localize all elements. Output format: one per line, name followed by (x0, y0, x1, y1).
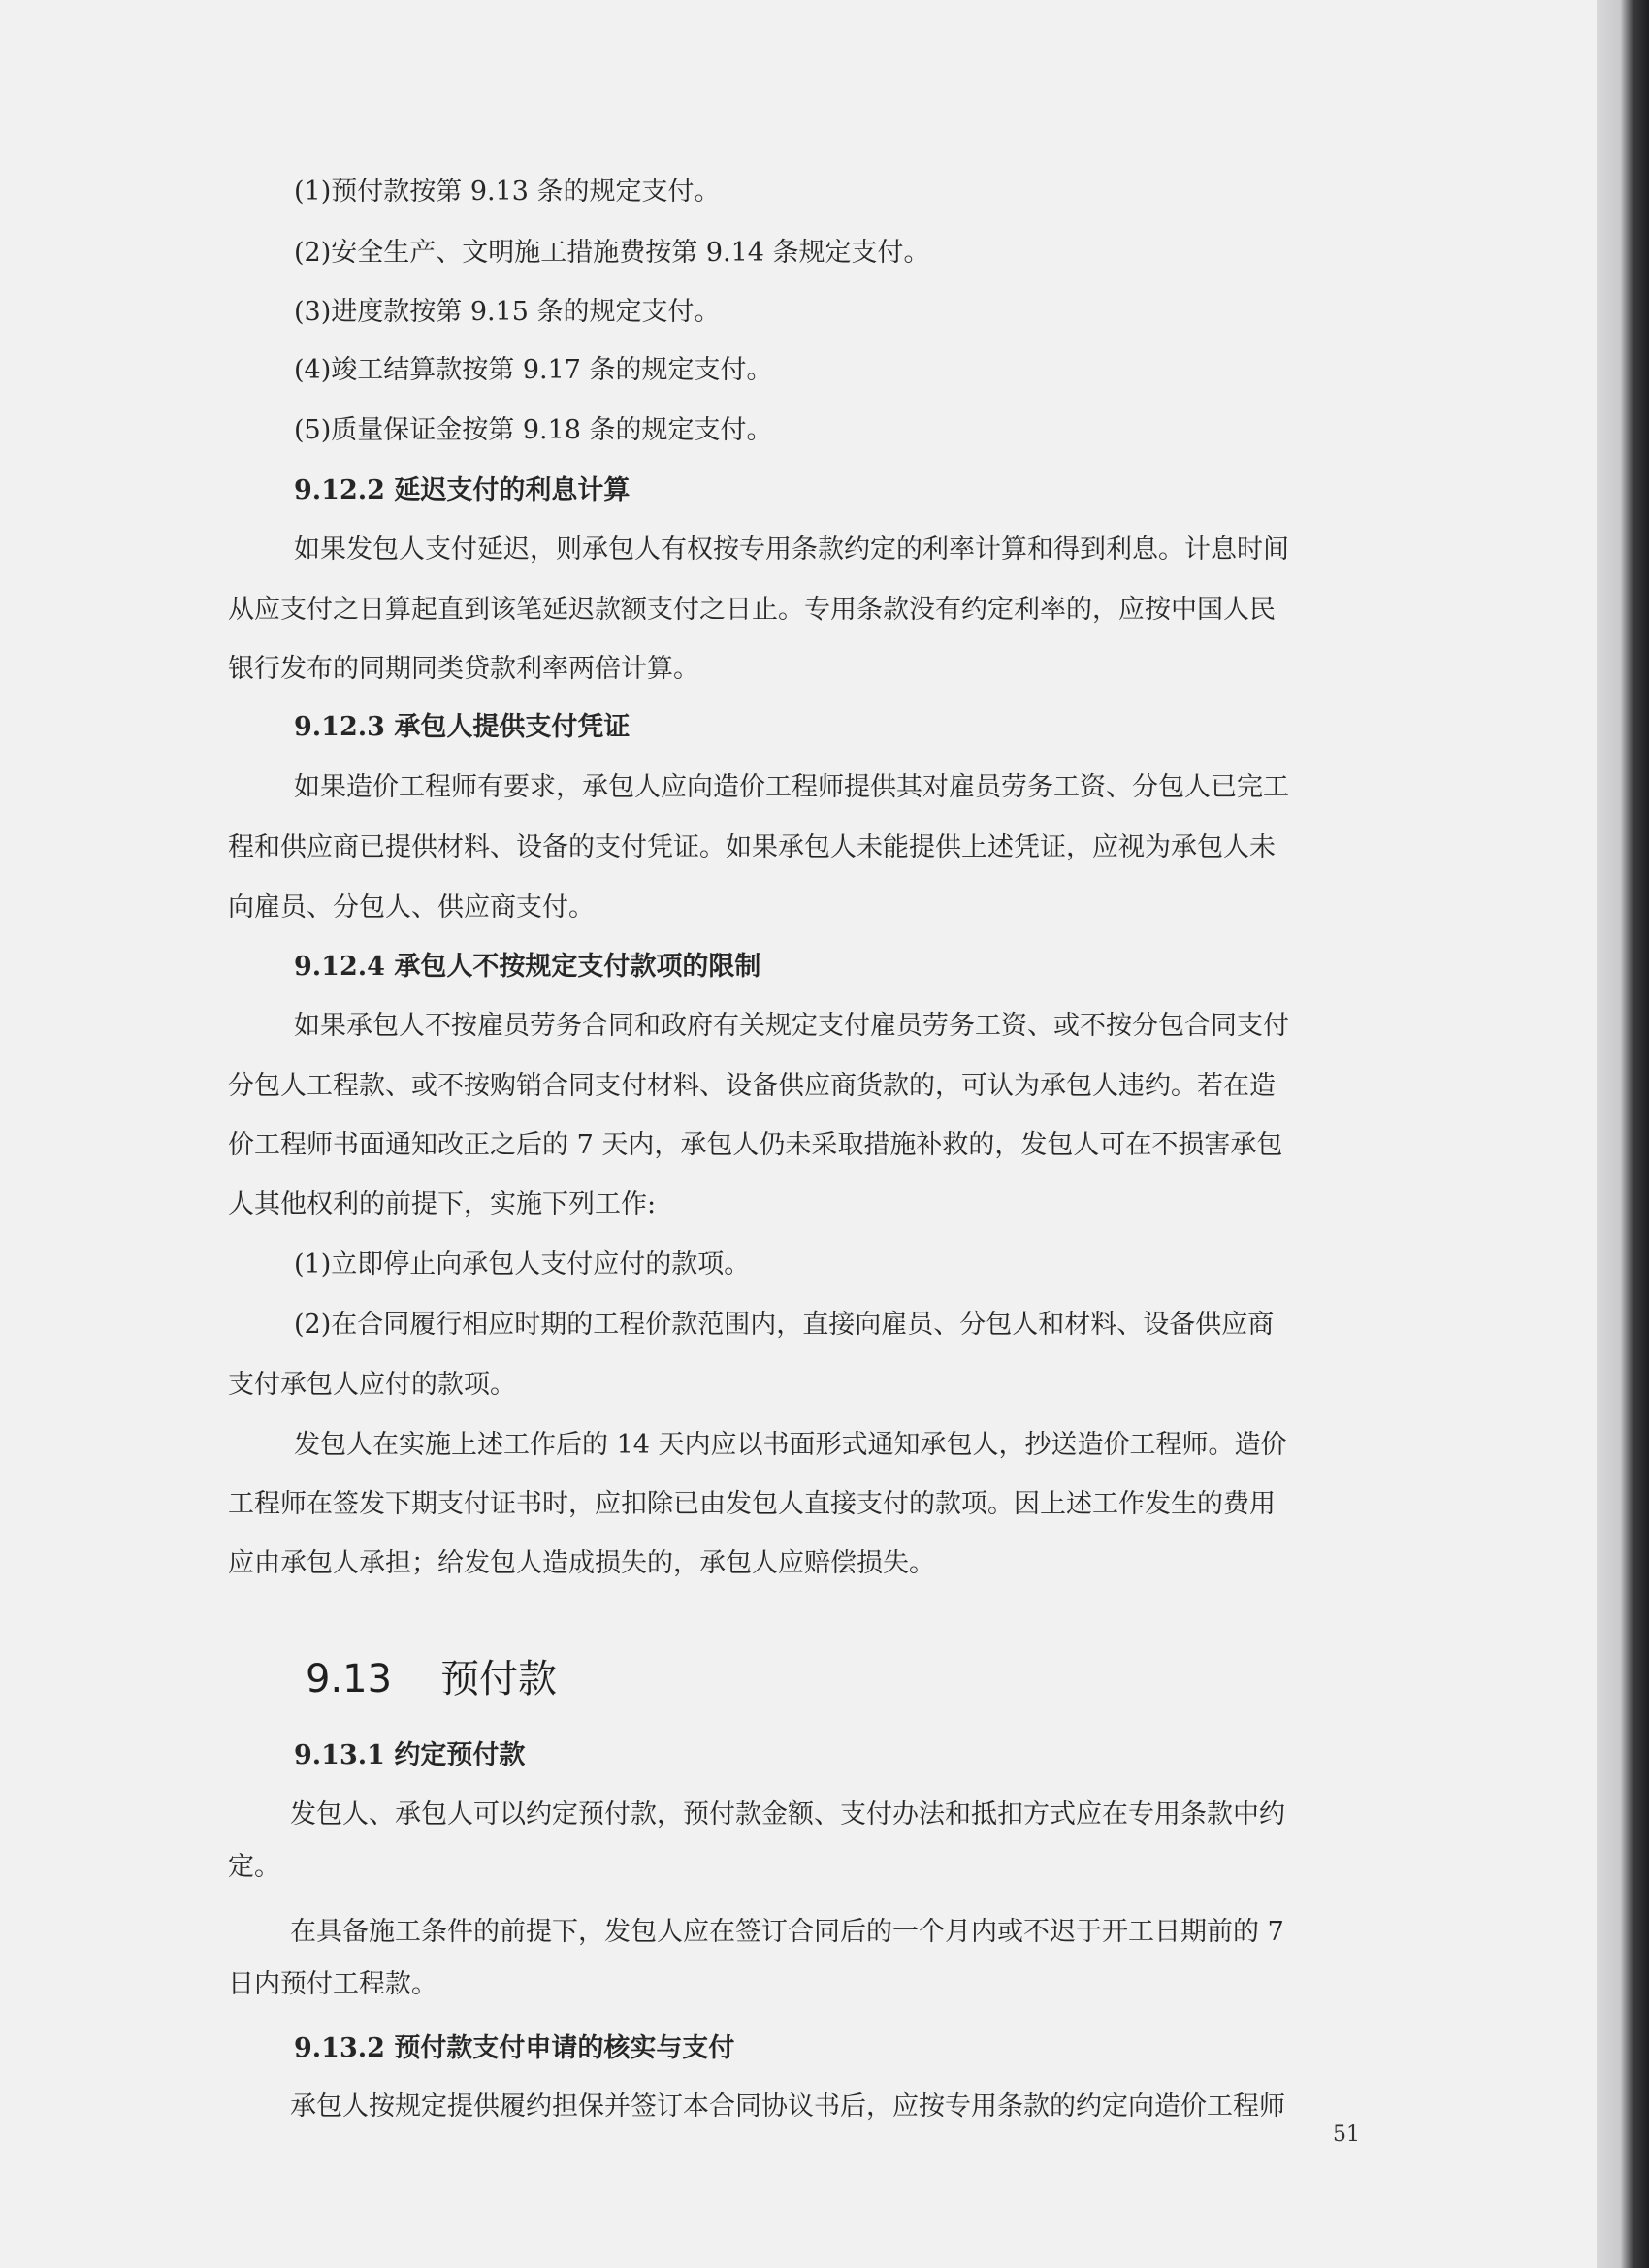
paragraph-line: 日内预付工程款。 (228, 1969, 437, 1999)
paragraph-line: 价工程师书面通知改正之后的 7 天内，承包人仍未采取措施补救的，发包人可在不损害承包 (228, 1130, 1283, 1160)
list-item: (3)进度款按第 9.15 条的规定支付。 (294, 297, 721, 327)
paragraph-line: 银行发布的同期同类贷款利率两倍计算。 (228, 654, 699, 684)
subsection-heading: 9.13.2 预付款支付申请的核实与支付 (294, 2033, 735, 2063)
paragraph-line: 工程师在签发下期支付证书时，应扣除已由发包人直接支付的款项。因上述工作发生的费用 (228, 1489, 1276, 1519)
paragraph-line: 如果发包人支付延迟，则承包人有权按专用条款约定的利率计算和得到利息。计息时间 (294, 535, 1289, 565)
section-heading (306, 1655, 557, 1703)
section-title: 预付款 (440, 1657, 558, 1701)
list-item: (2)在合同履行相应时期的工程价款范围内，直接向雇员、分包人和材料、设备供应商 (294, 1310, 1275, 1340)
subsection-heading: 9.12.4 承包人不按规定支付款项的限制 (294, 952, 761, 982)
page-number: 51 (1333, 2122, 1360, 2147)
paragraph-line: 分包人工程款、或不按购销合同支付材料、设备供应商货款的，可认为承包人违约。若在造 (228, 1071, 1276, 1101)
paragraph-line: 承包人按规定提供履约担保并签订本合同协议书后，应按专用条款的约定向造价工程师 (290, 2091, 1285, 2122)
paragraph-line: 如果承包人不按雇员劳务合同和政府有关规定支付雇员劳务工资、或不按分包合同支付 (294, 1011, 1289, 1041)
section-number: 9.13 (306, 1657, 393, 1701)
paragraph-line: 程和供应商已提供材料、设备的支付凭证。如果承包人未能提供上述凭证，应视为承包人未 (228, 832, 1276, 862)
paragraph-line: 从应支付之日算起直到该笔延迟款额支付之日止。专用条款没有约定利率的，应按中国人民 (228, 595, 1276, 625)
paragraph-line: 向雇员、分包人、供应商支付。 (228, 892, 595, 923)
paragraph-line: 在具备施工条件的前提下，发包人应在签订合同后的一个月内或不迟于开工日期前的 7 (290, 1917, 1284, 1947)
list-item: (5)质量保证金按第 9.18 条的规定支付。 (294, 415, 773, 445)
list-item: (1)立即停止向承包人支付应付的款项。 (294, 1249, 751, 1280)
paragraph-line: 支付承包人应付的款项。 (228, 1370, 516, 1400)
list-item: (4)竣工结算款按第 9.17 条的规定支付。 (294, 355, 773, 385)
paragraph-line: 如果造价工程师有要求，承包人应向造价工程师提供其对雇员劳务工资、分包人已完工 (294, 772, 1289, 802)
paragraph-line: 应由承包人承担；给发包人造成损失的，承包人应赔偿损失。 (228, 1548, 935, 1578)
paragraph-line: 定。 (228, 1852, 280, 1882)
subsection-heading: 9.12.3 承包人提供支付凭证 (294, 712, 630, 742)
paragraph-line: 发包人、承包人可以约定预付款，预付款金额、支付办法和抵扣方式应在专用条款中约 (290, 1799, 1285, 1830)
binding-edge (1597, 0, 1649, 2268)
list-item: (1)预付款按第 9.13 条的规定支付。 (294, 177, 721, 207)
list-item: (2)安全生产、文明施工措施费按第 9.14 条规定支付。 (294, 238, 930, 268)
paragraph-line: 人其他权利的前提下，实施下列工作: (228, 1189, 657, 1219)
subsection-heading: 9.13.1 约定预付款 (294, 1740, 526, 1770)
paragraph-line: 发包人在实施上述工作后的 14 天内应以书面形式通知承包人，抄送造价工程师。造价 (294, 1430, 1287, 1460)
subsection-heading: 9.12.2 延迟支付的利息计算 (294, 475, 630, 505)
